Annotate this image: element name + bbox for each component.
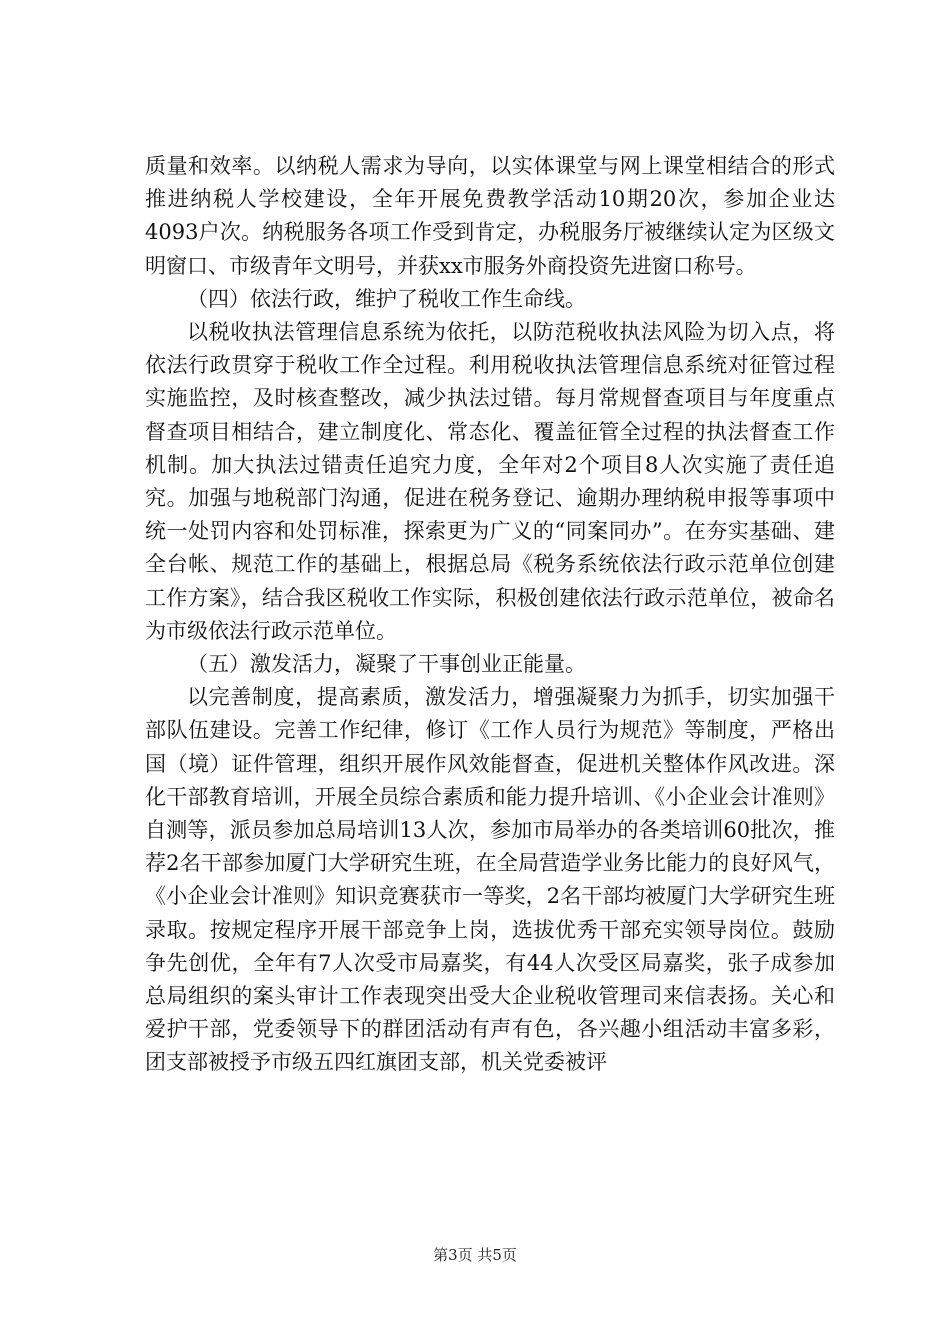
- page-number-footer: 第3页 共5页: [433, 1246, 517, 1264]
- heading-section-four: （四）依法行政，维护了税收工作生命线。: [187, 286, 586, 311]
- document-body: [145, 150, 835, 1080]
- paragraph-staff-development: 以完善制度，提高素质，激发活力，增强凝聚力为抓手，切实加强干部队伍建设。完善工作纪律，修订《工作人员行为规范》等制度，严格出国（境）证件管理，组织开展作风效能督查，促进机关整体作风改进。深化干部教育培训，开展全员综合素质和能力提升培训、《小企业会计准则》自测等，派员参加总局培训13人次，参加市局举办的各类培训60批次，推荐2名干部参加厦门大学研究生班，在全局营造学业务比能力的良好风气，《小企业会计准则》知识竞赛获市一等奖，2名干部均被厦门大学研究生班录取。按规定程序开展干部竞争上岗，选拔优秀干部充实领导岗位。鼓励争先创优，全年有7人次受市局嘉奖，有44人次受区局嘉奖，张子成参加总局组织的案头审计工作表现突出受大企业税收管理司来信表扬。关心和爱护干部，党委领导下的群团活动有声有色，各兴趣小组活动丰富多彩，团支部被授予市级五四红旗团支部，机关党委被评: [145, 685, 835, 1075]
- paragraph-law-enforcement: 以税收执法管理信息系统为依托，以防范税收执法风险为切入点，将依法行政贯穿于税收工作全过程。利用税收执法管理信息系统对征管过程实施监控，及时核查整改，减少执法过错。每月常规督查项目与年度重点督查项目相结合，建立制度化、常态化、覆盖征管全过程的执法督查工作机制。加大执法过错责任追究力度，全年对2个项目8人次实施了责任追究。加强与地税部门沟通，促进在税务登记、逾期办理纳税申报等事项中统一处罚内容和处罚标准，探索更为广义的“同案同办”。在夯实基础、建全台帐、规范工作的基础上，根据总局《税务系统依法行政示范单位创建工作方案》，结合我区税收工作实际，积极创建依法行政示范单位，被命名为市级依法行政示范单位。: [145, 320, 835, 643]
- paragraph-service-quality: 质量和效率。以纳税人需求为导向，以实体课堂与网上课堂相结合的形式推进纳税人学校建设，全年开展免费教学活动10期20次，参加企业达4093户次。纳税服务各项工作受到肯定，办税服务厅被继续认定为区级文明窗口、市级青年文明号，并获xx市服务外商投资先进窗口称号。: [145, 154, 835, 278]
- heading-section-five: （五）激发活力，凝聚了干事创业正能量。: [187, 652, 586, 677]
